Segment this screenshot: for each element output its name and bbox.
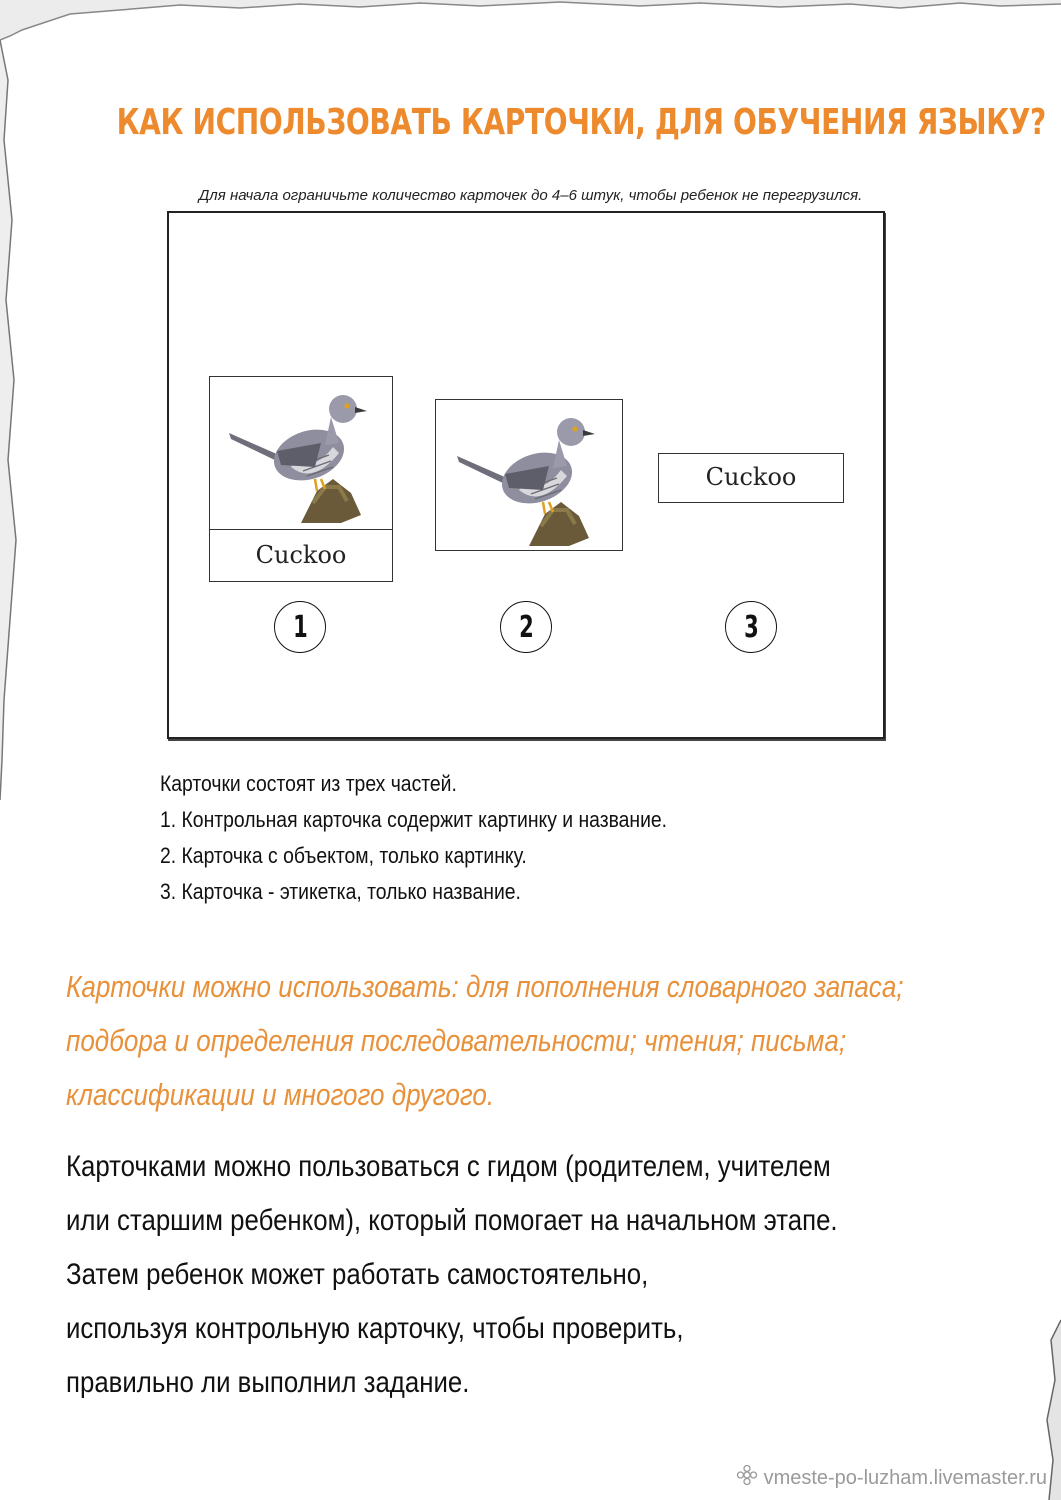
number-circle-3: 3 <box>725 601 777 653</box>
guide-line-2: или старшим ребенком), который помогает на начальном этапе. <box>66 1204 838 1237</box>
parts-item-2: 2. Карточка с объектом, только картинку. <box>160 843 527 868</box>
picture-card <box>435 399 623 551</box>
usage-line-3: классификации и многого другого. <box>66 1077 495 1112</box>
guide-line-5: правильно ли выполнил задание. <box>66 1366 470 1399</box>
guide-line-1: Карточками можно пользоваться с гидом (родителем, учителем <box>66 1150 831 1183</box>
control-card-label: Cuckoo <box>255 541 347 569</box>
usage-line-1: Карточки можно использовать: для пополнения словарного запаса; <box>66 969 904 1004</box>
usage-line-2: подбора и определения последовательности; чтения; письма; <box>66 1023 847 1058</box>
torn-edge-top-left <box>0 0 1061 60</box>
cuckoo-picture <box>436 400 622 552</box>
card-parts-list <box>160 766 736 910</box>
guide-line-4: используя контрольную карточку, чтобы проверить, <box>66 1312 684 1345</box>
guide-line-3: Затем ребенок может работать самостоятельно, <box>66 1258 649 1291</box>
site-watermark <box>736 1464 1047 1492</box>
parts-item-3: 3. Карточка - этикетка, только название. <box>160 879 521 904</box>
cuckoo-picture <box>210 377 392 529</box>
parts-item-1: 1. Контрольная карточка содержит картинку и название. <box>160 807 668 832</box>
number-circle-2: 2 <box>500 601 552 653</box>
illustration-frame <box>167 211 885 739</box>
control-card <box>209 376 393 582</box>
number-circle-1: 1 <box>274 601 326 653</box>
label-card-text: Cuckoo <box>705 463 797 491</box>
torn-edge-left <box>0 0 40 900</box>
guide-paragraph <box>66 1140 1026 1410</box>
parts-intro: Карточки состоят из трех частей. <box>160 771 457 796</box>
page-subtitle: Для начала ограничьте количество карточек до 4–6 штук, чтобы ребенок не перегрузился. <box>198 187 863 204</box>
card-divider <box>210 529 392 530</box>
page-title: КАК ИСПОЛЬЗОВАТЬ КАРТОЧКИ, ДЛЯ ОБУЧЕНИЯ ЯЗЫКУ? <box>116 102 1046 143</box>
watermark-text: vmeste-po-luzham.livemaster.ru <box>763 1466 1047 1489</box>
label-card <box>658 453 844 503</box>
usage-paragraph <box>66 960 1026 1122</box>
flower-icon <box>736 1464 758 1492</box>
